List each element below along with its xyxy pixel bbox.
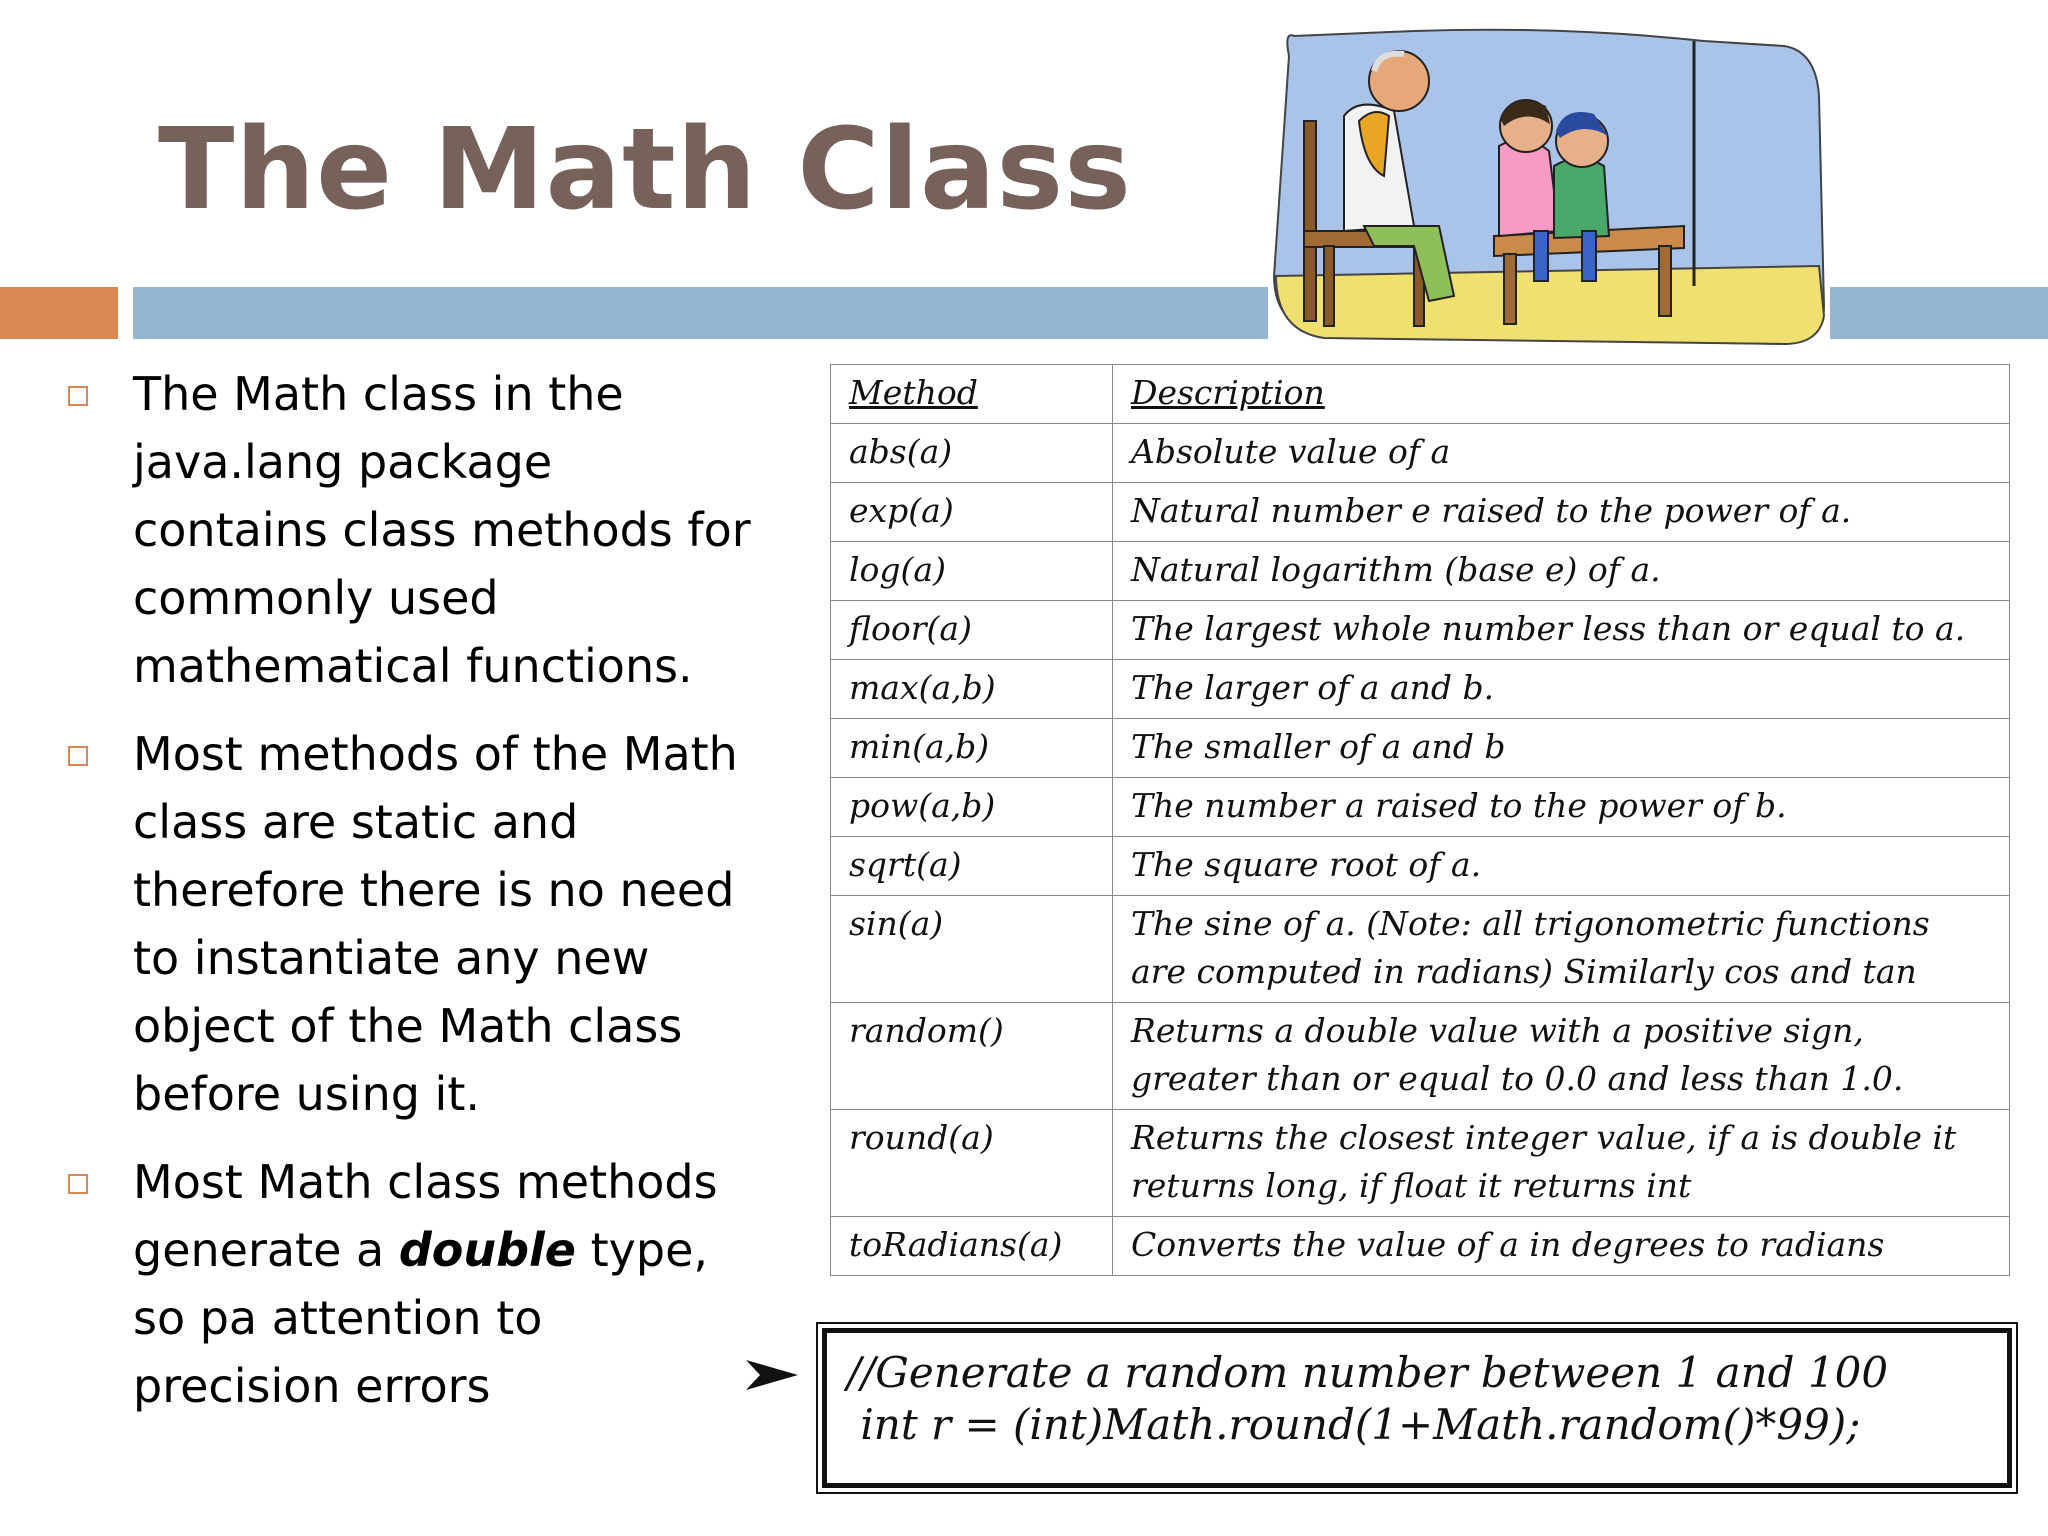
method-cell: random(): [831, 1003, 1113, 1110]
table-row: [831, 1003, 2010, 1110]
math-methods-table: [830, 364, 2010, 1276]
table-row: [831, 719, 2010, 778]
accent-bar-blue-right: [1830, 287, 2048, 339]
table-row: [831, 1110, 2010, 1217]
description-cell: Natural number e raised to the power of a.: [1113, 483, 2010, 542]
description-cell: The square root of a.: [1113, 837, 2010, 896]
description-cell: Returns a double value with a positive sign, greater than or equal to 0.0 and less than 1.0.: [1113, 1003, 2010, 1110]
header-description: Description: [1113, 365, 2010, 424]
accent-bar-orange: [0, 287, 118, 339]
code-statement-line: int r = (int)Math.round(1+Math.random()*99);: [847, 1400, 1861, 1449]
description-cell: Absolute value of a: [1113, 424, 2010, 483]
hollow-square-bullet-icon: [68, 386, 88, 406]
method-cell: log(a): [831, 542, 1113, 601]
description-cell: The larger of a and b.: [1113, 660, 2010, 719]
description-cell: The smaller of a and b: [1113, 719, 2010, 778]
arrow-right-icon: [744, 1356, 800, 1394]
table-row: [831, 1217, 2010, 1276]
bullet-list: [60, 360, 760, 1440]
accent-bar-blue-left: [133, 287, 1268, 339]
table-row: [831, 660, 2010, 719]
method-cell: toRadians(a): [831, 1217, 1113, 1276]
description-cell: The largest whole number less than or equal to a.: [1113, 601, 2010, 660]
table-row: [831, 778, 2010, 837]
method-cell: sin(a): [831, 896, 1113, 1003]
grandfather-children-illustration: [1264, 26, 1834, 352]
table-row: [831, 601, 2010, 660]
method-cell: abs(a): [831, 424, 1113, 483]
bullet-item-1: [60, 360, 760, 700]
bullet-item-2: [60, 720, 760, 1128]
bullet-text: Most Math class methods generate a double type, so pa attention to precision errors: [133, 1155, 718, 1413]
bullet-text: Most methods of the Math class are static and therefore there is no need to instantiate any new object of the Math class before using it.: [133, 727, 738, 1121]
hollow-square-bullet-icon: [68, 1174, 88, 1194]
bullet-text: The Math class in the java.lang package contains class methods for commonly used mathematical functions.: [133, 367, 751, 693]
hollow-square-bullet-icon: [68, 746, 88, 766]
table-row: [831, 896, 2010, 1003]
method-cell: floor(a): [831, 601, 1113, 660]
method-cell: max(a,b): [831, 660, 1113, 719]
table-header-row: [831, 365, 2010, 424]
slide-title: The Math Class: [158, 105, 1132, 235]
description-cell: The number a raised to the power of b.: [1113, 778, 2010, 837]
code-comment-line: //Generate a random number between 1 and 100: [847, 1348, 1889, 1397]
code-example-box: [822, 1328, 2012, 1488]
method-cell: pow(a,b): [831, 778, 1113, 837]
table-row: [831, 837, 2010, 896]
method-cell: min(a,b): [831, 719, 1113, 778]
description-cell: Converts the value of a in degrees to radians: [1113, 1217, 2010, 1276]
description-cell: The sine of a. (Note: all trigonometric functions are computed in radians) Similarly cos and tan: [1113, 896, 2010, 1003]
method-cell: exp(a): [831, 483, 1113, 542]
table-row: [831, 483, 2010, 542]
table-row: [831, 424, 2010, 483]
header-method: Method: [831, 365, 1113, 424]
description-cell: Natural logarithm (base e) of a.: [1113, 542, 2010, 601]
emphasis-double: double: [398, 1223, 576, 1277]
table-row: [831, 542, 2010, 601]
description-cell: Returns the closest integer value, if a is double it returns long, if float it returns int: [1113, 1110, 2010, 1217]
bullet-item-3: [60, 1148, 760, 1420]
method-cell: sqrt(a): [831, 837, 1113, 896]
method-cell: round(a): [831, 1110, 1113, 1217]
